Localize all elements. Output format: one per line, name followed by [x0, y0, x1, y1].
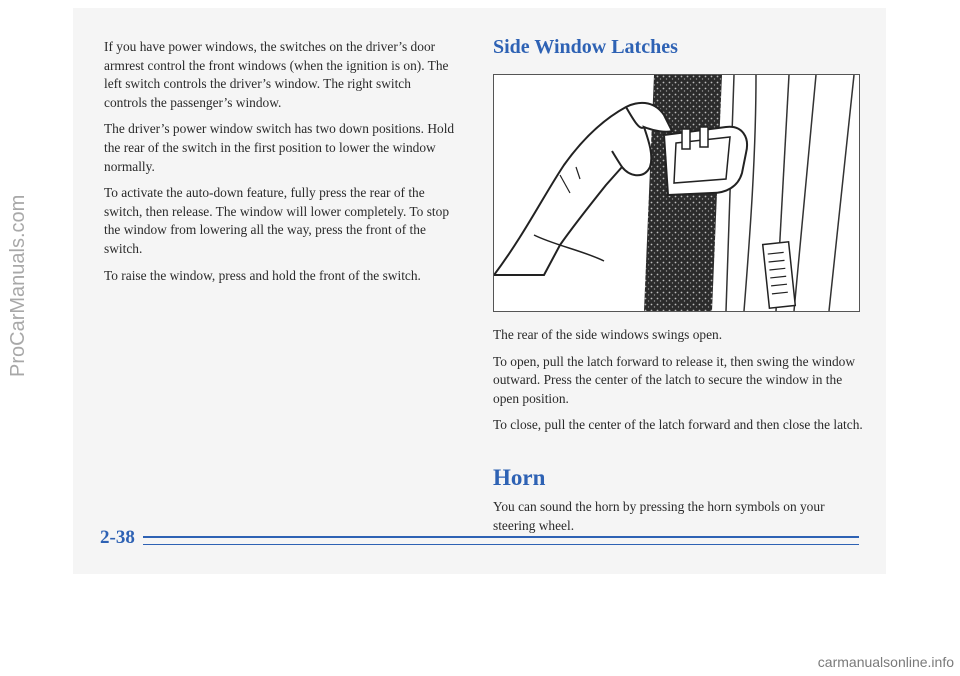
side-watermark-text: ProCarManuals.com	[7, 194, 29, 377]
footer-rule	[143, 536, 859, 545]
paragraph-raise-window: To raise the window, press and hold the front of the switch.	[104, 267, 421, 283]
paragraph-driver-switch: The driver’s power window switch has two down positions. Hold the rear of the switch in the first position to lower the window normally.	[104, 121, 455, 174]
bottom-watermark: carmanualsonline.info	[817, 654, 954, 670]
latch-illustration	[493, 74, 860, 312]
side-window-text	[493, 326, 863, 443]
latch-icon	[664, 127, 747, 195]
side-watermark	[0, 125, 36, 385]
hand-icon	[494, 103, 672, 275]
left-column	[104, 38, 456, 293]
paragraph-close-latch: To close, pull the center of the latch forward and then close the latch.	[493, 417, 863, 433]
latch-drawing	[494, 75, 859, 311]
page-number: 2-38	[100, 527, 135, 548]
paragraph-horn: You can sound the horn by pressing the horn symbols on your steering wheel.	[493, 499, 825, 533]
paragraph-open-latch: To open, pull the latch forward to release it, then swing the window outward. Press the center of the latch to secure the window in the open position.	[493, 353, 856, 406]
vent-grille-icon	[763, 242, 796, 308]
paragraph-power-windows: If you have power windows, the switches on the driver’s door armrest control the front windows (when the ignition is on). The left switch controls the driver’s window. The right switch controls the passenger’s window.	[104, 39, 449, 110]
horn-heading: Horn	[493, 465, 546, 490]
paragraph-swings-open: The rear of the side windows swings open.	[493, 327, 723, 342]
paragraph-auto-down: To activate the auto-down feature, fully press the rear of the switch, then release. The window will lower completely. To stop the window from lowering all the way, press the front of the switch.	[104, 185, 450, 256]
side-window-heading: Side Window Latches	[493, 36, 678, 58]
side-window-section	[493, 34, 863, 60]
horn-section	[493, 452, 863, 535]
